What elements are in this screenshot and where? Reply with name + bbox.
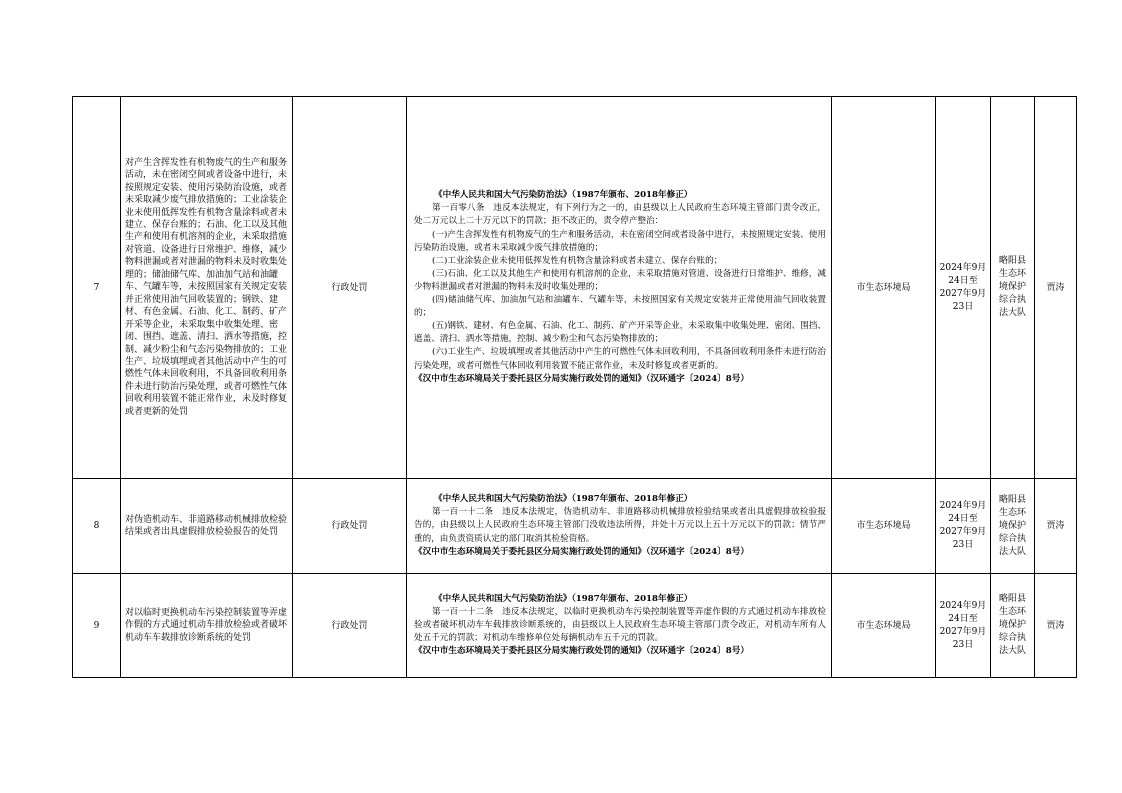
executing-unit-line: 略阳县 [998,256,1026,266]
table-row [73,479,1077,574]
row-number: 9 [73,574,121,678]
executing-unit-line: 境保护 [998,620,1026,630]
authority-table [72,96,1077,678]
responsible-person: 贾涛 [1035,479,1077,574]
basis-clause: 第一百一十二条 违反本法规定，以临时更换机动车污染控制装置等弄虚作假的方式通过机动车排放检验或者破坏机动车车载排放诊断系统的，由县级以上人民政府生态环境主管部门责令改正，对机动车所有人处五千元的罚款；对机动车维修单位处每辆机动车五千元的罚款。 [414,606,826,644]
item-type: 行政处罚 [293,574,407,678]
executing-unit-line: 法大队 [998,546,1026,557]
basis-law-title: 《中华人民共和国大气污染防治法》（1987年颁布、2018年修正） [434,593,693,604]
item-name: 对伪造机动车、非道路移动机械排放检验结果或者出具虚假排放检验报告的处罚 [121,479,293,574]
basis-clause: (五)钢铁、建材、有色金属、石油、化工、制药、矿产开采等企业，未采取集中收集处理、密闭、围挡、遮盖、清扫、洒水等措施，控制、减少粉尘和气态污染物排放的； [414,321,826,345]
validity-period-line: 2027年9月 [939,626,987,637]
legal-basis [407,574,832,678]
executing-unit-line: 境保护 [998,520,1026,531]
validity-period [936,479,991,574]
executing-unit-line: 略阳县 [998,594,1026,604]
responsible-person: 贾涛 [1035,574,1077,678]
row-number: 8 [73,479,121,574]
validity-period-line: 2024年9月 [939,600,987,611]
table-row [73,97,1077,479]
validity-period-line: 23日 [952,301,974,312]
executing-unit [991,479,1035,574]
executing-unit-line: 综合执 [998,533,1026,544]
entrusting-department: 市生态环境局 [832,574,936,678]
basis-clause: (四)储油储气库、加油加气站和油罐车、气罐车等，未按照国家有关规定安装并正常使用油气回收装置的； [414,295,826,319]
basis-law-title: 《中华人民共和国大气污染防治法》（1987年颁布、2018年修正） [434,494,693,505]
executing-unit-line: 生态环 [998,607,1026,617]
executing-unit-line: 法大队 [998,646,1026,656]
table-row [73,574,1077,678]
basis-notice: 《汉中市生态环境局关于委托县区分局实施行政处罚的通知》（汉环通字〔2024〕8号） [414,646,749,657]
validity-period-line: 2027年9月 [939,527,987,537]
responsible-person: 贾涛 [1035,97,1077,479]
executing-unit-line: 法大队 [998,308,1026,318]
validity-period-line: 2027年9月 [939,288,987,299]
basis-clause: 第一百一十二条 违反本法规定，伪造机动车、非道路移动机械排放检验结果或者出具虚假排放检验报告的，由县级以上人民政府生态环境主管部门没收违法所得，并处十万元以上五十万元以下的罚款；情节严重的，由负责资质认定的部门取消其检验资格。 [414,507,826,544]
validity-period-line: 24日至 [948,613,978,624]
executing-unit-line: 综合执 [998,295,1026,305]
entrusting-department: 市生态环境局 [832,479,936,574]
executing-unit-line: 生态环 [998,507,1026,518]
validity-period [936,574,991,678]
row-number: 7 [73,97,121,479]
item-name: 对产生含挥发性有机物废气的生产和服务活动，未在密闭空间或者设备中进行，未按照规定安装、使用污染防治设施，或者未采取减少废气排放措施的；工业涂装企业未使用低挥发性有机物含量涂料或者未建立、保存台账的；石油、化工以及其他生产和使用有机溶剂的企业，未采取措施对管道、设备进行日常维护、维修，减少物料泄漏或者对泄漏的物料未及时收集处理的；储油储气库、加油加气站和油罐车、气罐车等，未按照国家有关规定安装并正常使用油气回收装置的；钢铁、建材、有色金属、石油、化工、制药、矿产开采等企业，未采取集中收集处理、密闭、围挡、遮盖、清扫、洒水等措施，控制、减少粉尘和气态污染物排放的；工业生产、垃圾填埋或者其他活动中产生的可燃性气体未回收利用，不具备回收利用条件未进行防治污染处理，或者可燃性气体回收利用装置不能正常作业，未及时修复或者更新的处罚 [121,97,293,479]
validity-period [936,97,991,479]
basis-clause: (三)石油、化工以及其他生产和使用有机溶剂的企业，未采取措施对管道、设备进行日常维护、维修，减少物料泄漏或者对泄漏的物料未及时收集处理的； [414,268,826,292]
validity-period-line: 23日 [952,639,974,650]
validity-period-line: 2024年9月 [939,262,987,273]
entrusting-department: 市生态环境局 [832,97,936,479]
executing-unit-line: 生态环 [998,269,1026,279]
basis-notice: 《汉中市生态环境局关于委托县区分局实施行政处罚的通知》（汉环通字〔2024〕8号） [414,373,749,384]
item-name: 对以临时更换机动车污染控制装置等弄虚作假的方式通过机动车排放检验或者破坏机动车车载排放诊断系统的处罚 [121,574,293,678]
validity-period-line: 23日 [952,540,974,550]
basis-clause: 第一百零八条 违反本法规定，有下列行为之一的，由县级以上人民政府生态环境主管部门责令改正，处二万元以上二十万元以下的罚款；拒不改正的，责令停产整治： [414,203,826,227]
executing-unit-line: 略阳县 [998,494,1026,505]
validity-period-line: 24日至 [948,275,978,286]
basis-clause: (一)产生含挥发性有机物废气的生产和服务活动，未在密闭空间或者设备中进行，未按照规定安装、使用污染防治设施，或者未采取减少废气排放措施的； [414,229,826,253]
basis-clause: (六)工业生产、垃圾填埋或者其他活动中产生的可燃性气体未回收利用，不具备回收利用条件未进行防治污染处理，或者可燃性气体回收利用装置不能正常作业，未及时修复或者更新的。 [414,347,826,371]
executing-unit [991,574,1035,678]
item-type: 行政处罚 [293,97,407,479]
validity-period-line: 24日至 [948,514,978,524]
executing-unit-line: 境保护 [998,282,1026,292]
legal-basis [407,479,832,574]
executing-unit-line: 综合执 [998,633,1026,643]
validity-period-line: 2024年9月 [939,501,987,511]
basis-law-title: 《中华人民共和国大气污染防治法》（1987年颁布、2018年修正） [434,190,693,201]
item-type: 行政处罚 [293,479,407,574]
executing-unit [991,97,1035,479]
basis-notice: 《汉中市生态环境局关于委托县区分局实施行政处罚的通知》（汉环通字〔2024〕8号） [414,546,749,557]
basis-clause: (二)工业涂装企业未使用低挥发性有机物含量涂料或者未建立、保存台账的； [432,255,723,266]
legal-basis [407,97,832,479]
